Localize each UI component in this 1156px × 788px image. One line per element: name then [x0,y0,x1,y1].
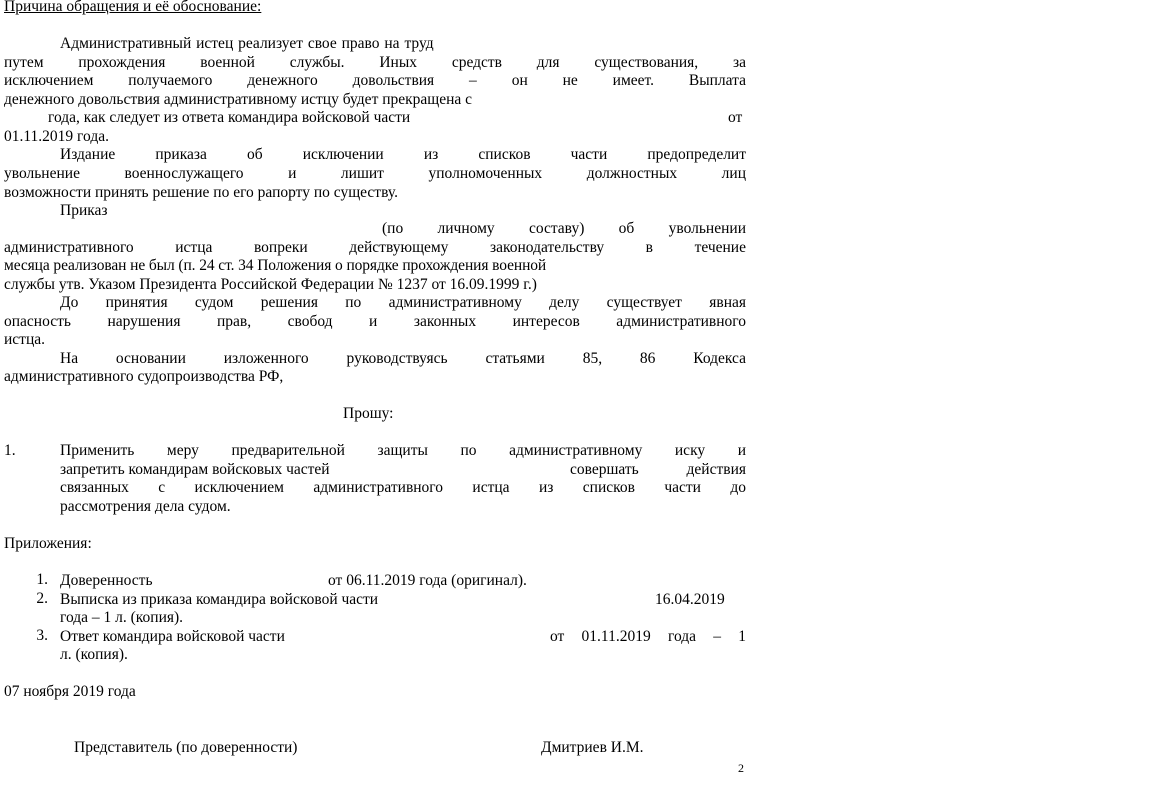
attachment-text: Доверенность [60,572,153,589]
page-number: 2 [738,761,744,775]
attachment-number: 2. [36,590,48,607]
grounds-line: путем прохождения военной службы. Иных средств для существования, за [4,54,746,71]
grounds-line: месяца реализован не был (п. 24 ст. 34 Положения о порядке прохождения военной [4,257,547,274]
attachment-number: 1. [36,571,48,588]
grounds-line: исключением получаемого денежного довольствия – он не имеет. Выплата [4,72,746,89]
signature-role: Представитель (по доверенности) [74,739,298,756]
attachment-text: л. (копия). [60,646,128,663]
attachment-number: 3. [36,627,48,644]
grounds-line: административного истца вопреки действующему законодательству в течение [4,239,746,256]
grounds-line-end: от [728,109,743,126]
grounds-line: 01.11.2019 года. [4,128,109,145]
grounds-line: Приказ [60,202,108,219]
grounds-line: истца. [4,331,45,348]
section-heading: Причина обращения и её обоснование: [4,0,262,15]
request-line: Применить меру предварительной защиты по административному иску и [60,442,746,459]
grounds-line: Издание приказа об исключении из списков части предопределит [60,146,746,163]
grounds-line: На основании изложенного руководствуясь статьями 85, 86 Кодекса [60,350,746,367]
attachment-text: года – 1 л. (копия). [60,609,184,626]
grounds-line: увольнение военнослужащего и лишит уполномоченных должностных лиц [4,165,746,182]
grounds-text: Административный истец реализует свое право на труд [60,35,434,52]
request-number: 1. [4,442,16,459]
grounds-line: денежного довольствия административному истцу будет прекращена с [4,91,473,108]
request-line: связанных с исключением административного истца из списков части до [60,479,746,496]
grounds-line: службы утв. Указом Президента Российской Федерации № 1237 от 16.09.1999 г.) [4,276,537,293]
request-line: запретить командирам войсковых частей [60,461,330,478]
grounds-line: административного судопроизводства РФ, [4,368,284,385]
grounds-line [60,34,746,53]
signature-name: Дмитриев И.М. [541,739,644,756]
document-date: 07 ноября 2019 года [4,683,136,700]
attachment-text: от 01.11.2019 года – 1 [550,628,746,645]
attachment-text: от 06.11.2019 года (оригинал). [328,572,527,589]
grounds-line: До принятия судом решения по административному делу существует явная [60,294,746,311]
attachment-text: 16.04.2019 [655,591,725,608]
attachments-title: Приложения: [4,535,92,552]
request-title: Прошу: [343,405,394,422]
request-line-end: совершать действия [570,461,746,478]
grounds-line: возможности принять решение по его рапорту по существу. [4,184,398,201]
grounds-line: (по личному составу) об увольнении [382,220,746,237]
attachment-text: Выписка из приказа командира войсковой части [60,591,379,608]
grounds-line: года, как следует из ответа командира войсковой части [48,109,411,126]
attachment-text: Ответ командира войсковой части [60,628,285,645]
grounds-line: опасность нарушения прав, свобод и законных интересов административного [4,313,746,330]
request-line: рассмотрения дела судом. [60,498,231,515]
